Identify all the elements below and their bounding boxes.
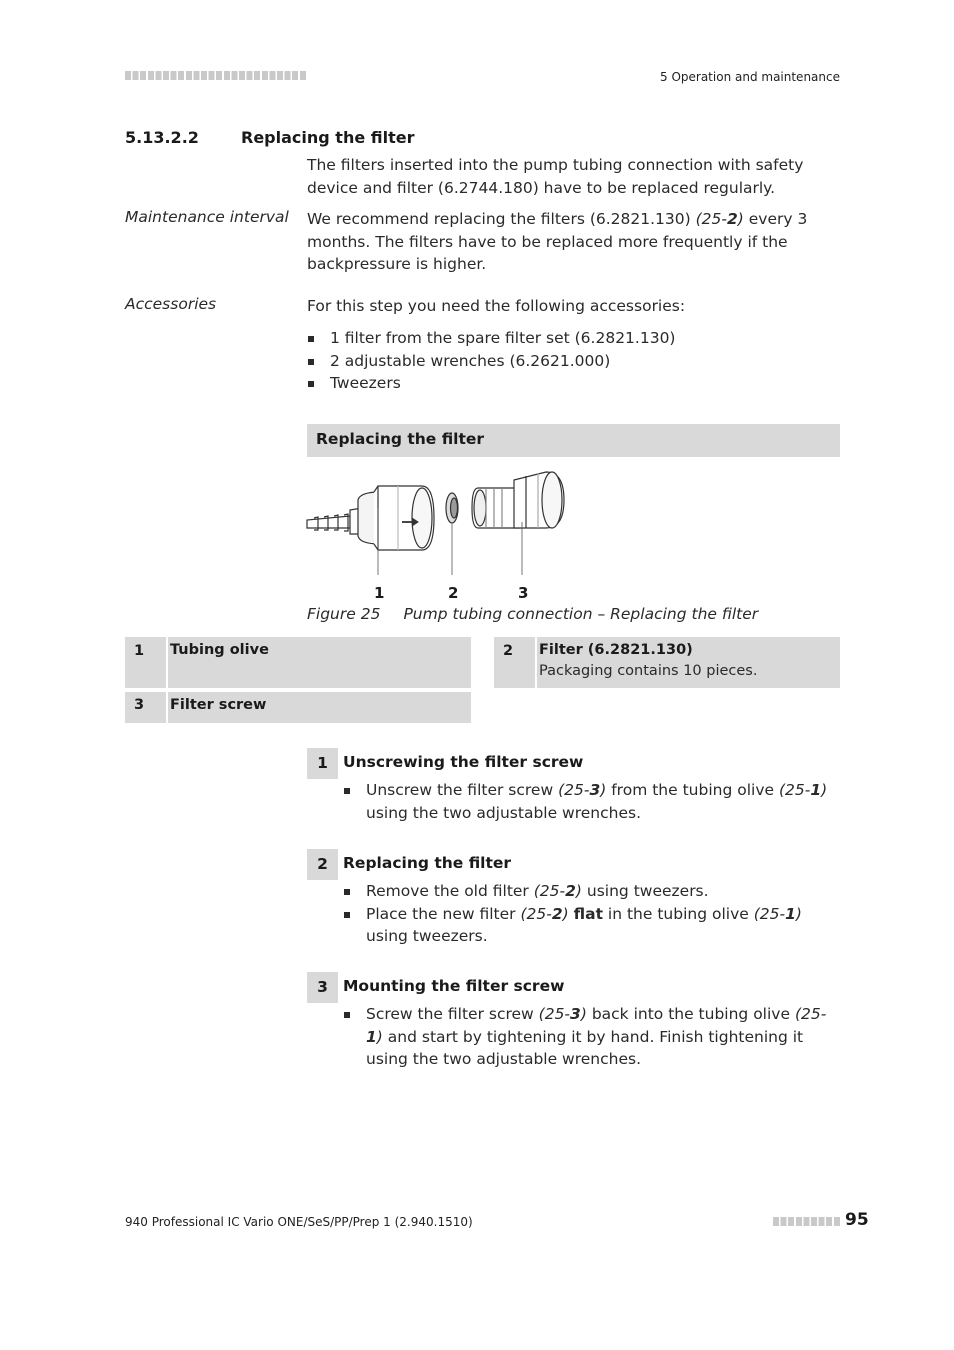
intro-paragraph: The filters inserted into the pump tubing connection with safety device and filter (6.2744.180) have to be replaced regularly. [307,156,804,197]
pump-tubing-connection-figure [300,462,580,587]
section-title: Replacing the filter [241,128,415,147]
accessories-label: Accessories [125,295,217,313]
maintenance-paragraph: We recommend replacing the filters (6.2821.130) (25-2) every 3 months. The filters have to be replaced more frequently if the backpressure is higher. [307,210,808,273]
step-title: Mounting the filter screw [343,977,565,995]
figure-label-1: 1 [374,584,385,602]
header-decoration [125,71,307,80]
header-chapter: 5 Operation and maintenance [660,70,840,84]
footer-decoration [773,1217,840,1226]
step-instructions [343,779,840,824]
step-title: Unscrewing the filter screw [343,753,584,771]
accessories-list [307,327,840,395]
legend-item: 2 Filter (6.2821.130) Packaging contains 10 pieces. [494,637,840,688]
list-item: Tweezers [307,372,840,395]
maintenance-label: Maintenance interval [125,208,289,226]
procedure-title: Replacing the filter [316,430,485,448]
legend-item: 1 Tubing olive [125,637,471,688]
figure-number: Figure 25 [307,605,381,623]
step-number: 3 [307,972,338,1003]
procedure-title-bar [307,424,840,457]
list-item: 1 filter from the spare filter set (6.2821.130) [307,327,840,350]
list-item: 2 adjustable wrenches (6.2621.000) [307,350,840,373]
list-item: Remove the old filter (25-2) using tweezers. [343,880,840,903]
step-instructions [343,1003,840,1071]
section-number: 5.13.2.2 [125,128,199,147]
list-item: Place the new filter (25-2) flat in the tubing olive (25-1) using tweezers. [343,903,840,948]
figure-caption [307,605,758,623]
legend-item: 3 Filter screw [125,692,471,723]
accessories-intro: For this step you need the following accessories: [307,297,686,315]
footer-document-title: 940 Professional IC Vario ONE/SeS/PP/Prep 1 (2.940.1510) [125,1215,473,1229]
figure-label-2: 2 [448,584,459,602]
figure-label-3: 3 [518,584,529,602]
step-number: 1 [307,748,338,779]
list-item: Screw the filter screw (25-3) back into the tubing olive (25-1) and start by tightening it by hand. Finish tightening it using the two adjustable wrenches. [343,1003,840,1071]
figure-caption-text: Pump tubing connection – Replacing the filter [403,605,759,623]
page-number: 95 [845,1210,869,1230]
step-instructions [343,880,840,948]
step-title: Replacing the filter [343,854,512,872]
list-item: Unscrew the filter screw (25-3) from the tubing olive (25-1) using the two adjustable wrenches. [343,779,840,824]
step-number: 2 [307,849,338,880]
